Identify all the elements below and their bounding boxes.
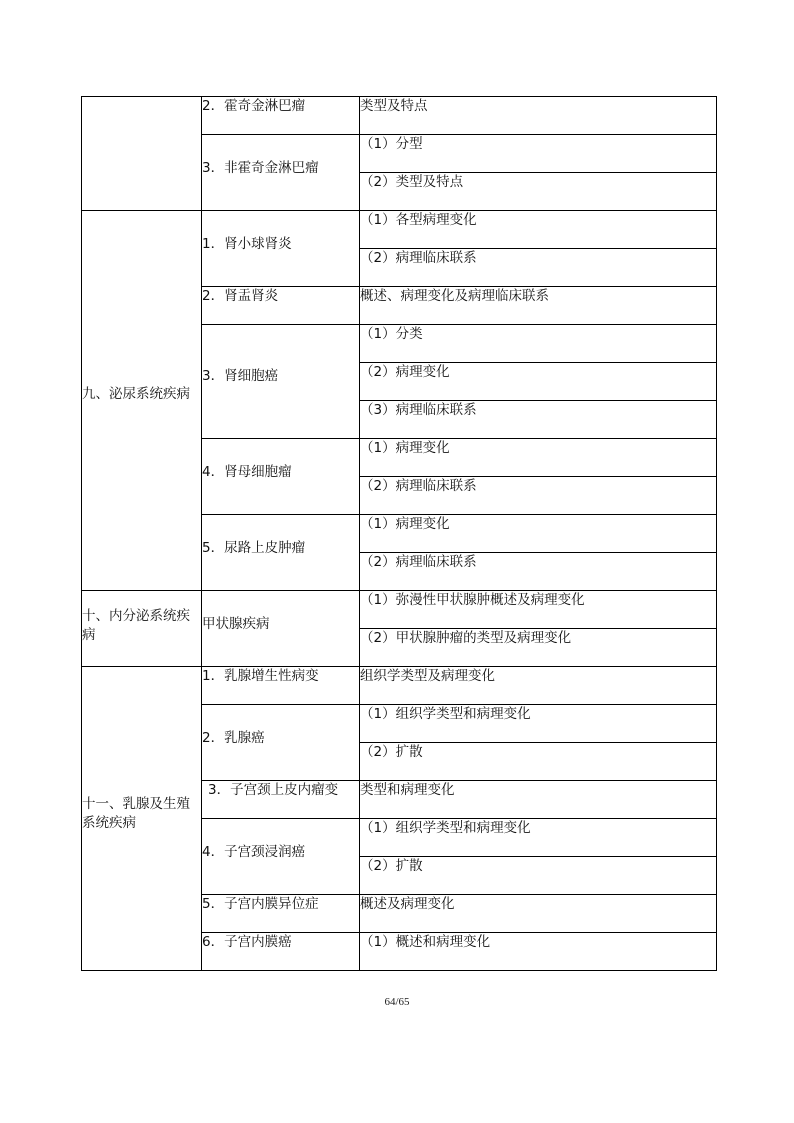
point-cell: （1）弥漫性甲状腺肿概述及病理变化 bbox=[360, 591, 717, 629]
section-cell bbox=[82, 97, 202, 211]
page-number: 64/65 bbox=[384, 996, 410, 1008]
point-cell: （2）病理临床联系 bbox=[360, 477, 717, 515]
point-cell: 类型和病理变化 bbox=[360, 781, 717, 819]
point-cell: （1）组织学类型和病理变化 bbox=[360, 819, 717, 857]
point-cell: （1）概述和病理变化 bbox=[360, 933, 717, 971]
topic-cell: 1．乳腺增生性病变 bbox=[202, 667, 360, 705]
point-cell: （1）病理变化 bbox=[360, 515, 717, 553]
table-row bbox=[82, 591, 717, 629]
topic-cell: 3．肾细胞癌 bbox=[202, 325, 360, 439]
table-row bbox=[82, 211, 717, 249]
topic-cell: 4．子宫颈浸润癌 bbox=[202, 819, 360, 895]
point-cell: 类型及特点 bbox=[360, 97, 717, 135]
table-row bbox=[82, 667, 717, 705]
point-cell: （2）病理临床联系 bbox=[360, 553, 717, 591]
topic-cell: 3．非霍奇金淋巴瘤 bbox=[202, 135, 360, 211]
point-cell: 组织学类型及病理变化 bbox=[360, 667, 717, 705]
topic-cell: 2．肾盂肾炎 bbox=[202, 287, 360, 325]
point-cell: （2）病理临床联系 bbox=[360, 249, 717, 287]
point-cell: （2）病理变化 bbox=[360, 363, 717, 401]
point-cell: （1）分类 bbox=[360, 325, 717, 363]
table-row bbox=[82, 97, 717, 135]
point-cell: （1）分型 bbox=[360, 135, 717, 173]
point-cell: （2）类型及特点 bbox=[360, 173, 717, 211]
point-cell: 概述及病理变化 bbox=[360, 895, 717, 933]
point-cell: （2）扩散 bbox=[360, 857, 717, 895]
syllabus-table bbox=[81, 96, 717, 971]
topic-cell: 甲状腺疾病 bbox=[202, 591, 360, 667]
topic-cell: 2．乳腺癌 bbox=[202, 705, 360, 781]
topic-cell: 6．子宫内膜癌 bbox=[202, 933, 360, 971]
topic-cell: 3．子宫颈上皮内瘤变 bbox=[202, 781, 360, 819]
point-cell: （1）各型病理变化 bbox=[360, 211, 717, 249]
point-cell: （2）甲状腺肿瘤的类型及病理变化 bbox=[360, 629, 717, 667]
topic-cell: 2．霍奇金淋巴瘤 bbox=[202, 97, 360, 135]
topic-cell: 1．肾小球肾炎 bbox=[202, 211, 360, 287]
section-cell: 十、内分泌系统疾病 bbox=[82, 591, 202, 667]
topic-cell: 5．子宫内膜异位症 bbox=[202, 895, 360, 933]
point-cell: （3）病理临床联系 bbox=[360, 401, 717, 439]
point-cell: （2）扩散 bbox=[360, 743, 717, 781]
point-cell: （1）病理变化 bbox=[360, 439, 717, 477]
topic-cell: 5．尿路上皮肿瘤 bbox=[202, 515, 360, 591]
point-cell: 概述、病理变化及病理临床联系 bbox=[360, 287, 717, 325]
point-cell: （1）组织学类型和病理变化 bbox=[360, 705, 717, 743]
topic-cell: 4．肾母细胞瘤 bbox=[202, 439, 360, 515]
section-cell: 十一、乳腺及生殖系统疾病 bbox=[82, 667, 202, 971]
section-cell: 九、泌尿系统疾病 bbox=[82, 211, 202, 591]
